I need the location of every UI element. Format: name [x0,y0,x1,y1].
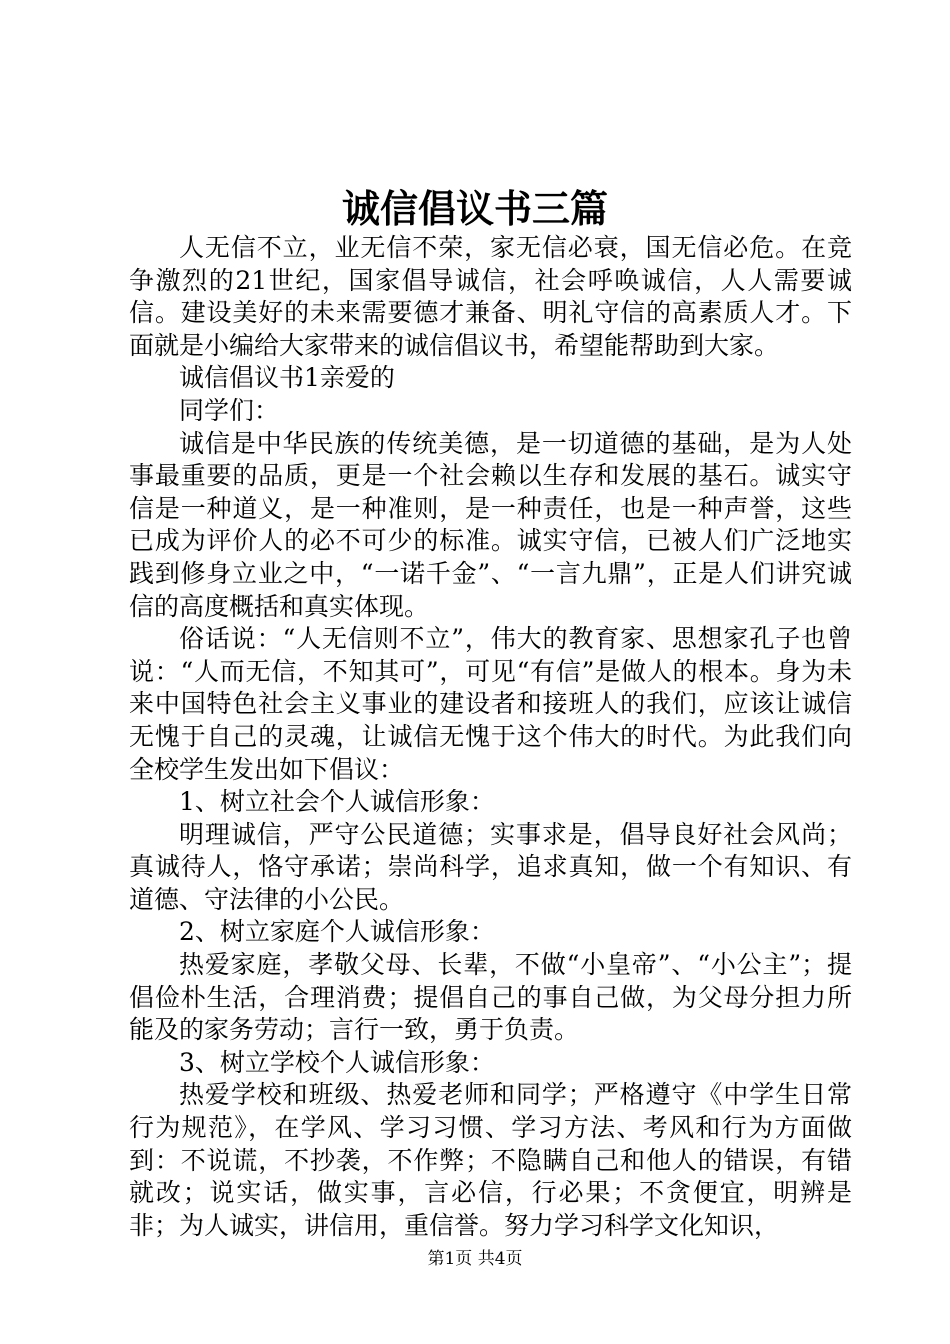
page-footer: 第1页 共4页 [427,1249,523,1269]
paragraph-item-3-heading: 3、树立学校个人诚信形象： [179,1047,495,1077]
paragraph-salutation: 同学们： [179,395,280,425]
document-title: 诚信倡议书三篇 [341,186,608,231]
paragraph-item-1-heading: 1、树立社会个人诚信形象： [179,787,495,817]
paragraph-item-2-heading: 2、树立家庭个人诚信形象： [179,917,495,947]
paragraph-proverb: 俗话说：“人无信则不立”，伟大的教育家、思想家孔子也曾说：“人而无信，不知其可”，可见“有信”是做人的根本。身为未来中国特色社会主义事业的建设者和接班人的我们，应该让诚信无愧于自己的灵魂，让诚信无愧于这个伟大的时代。为此我们向全校学生发出如下倡议： [129,624,852,784]
document-body [129,232,852,1242]
paragraph-intro: 人无信不立，业无信不荣，家无信必衰，国无信必危。在竞争激烈的21世纪，国家倡导诚信，社会呼唤诚信，人人需要诚信。建设美好的未来需要德才兼备、明礼守信的高素质人才。下面就是小编给大家带来的诚信倡议书，希望能帮助到大家。 [129,233,852,360]
paragraph-letter-heading: 诚信倡议书1亲爱的 [179,363,395,393]
paragraph-item-2-body: 热爱家庭，孝敬父母、长辈，不做“小皇帝”、“小公主”；提倡俭朴生活，合理消费；提倡自己的事自己做，为父母分担力所能及的家务劳动；言行一致，勇于负责。 [129,950,852,1045]
paragraph-integrity-virtue: 诚信是中华民族的传统美德，是一切道德的基础，是为人处事最重要的品质，更是一个社会赖以生存和发展的基石。诚实守信是一种道义，是一种准则，是一种责任，也是一种声誉，这些已成为评价人的必不可少的标准。诚实守信，已被人们广泛地实践到修身立业之中，“一诺千金”、“一言九鼎”，正是人们讲究诚信的高度概括和真实体现。 [129,428,852,621]
paragraph-item-1-body: 明理诚信，严守公民道德；实事求是，倡导良好社会风尚；真诚待人，恪守承诺；崇尚科学，追求真知，做一个有知识、有道德、守法律的小公民。 [129,819,852,914]
paragraph-item-3-body: 热爱学校和班级、热爱老师和同学；严格遵守《中学生日常行为规范》，在学风、学习习惯、学习方法、考风和行为方面做到：不说谎，不抄袭，不作弊；不隐瞒自己和他人的错误，有错就改；说实话，做实事，言必信，行必果；不贪便宜，明辨是非；为人诚实，讲信用，重信誉。努力学习科学文化知识， [129,1080,852,1240]
